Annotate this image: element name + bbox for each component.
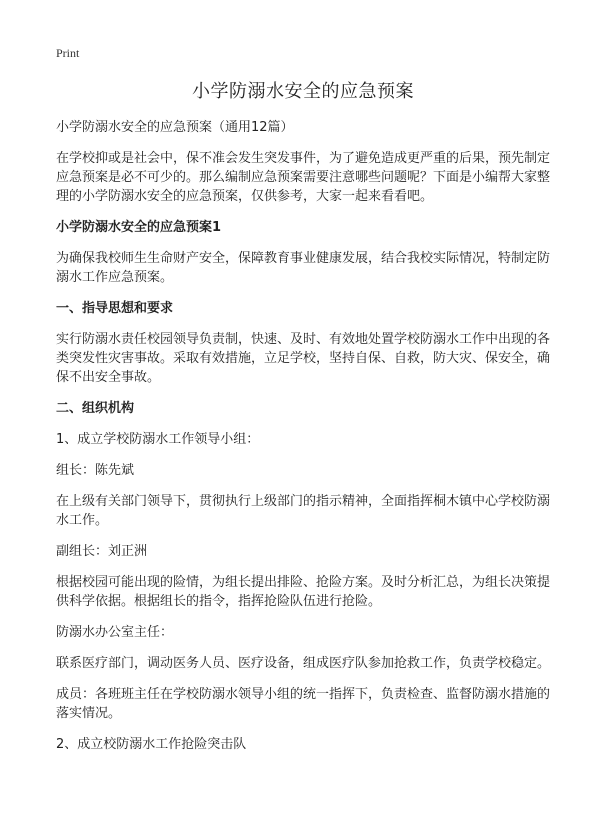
guidance-paragraph: 实行防溺水责任校园领导负责制，快速、及时、有效地处置学校防溺水工作中出现的各类突发性灾害事故。采取有效措施，立足学校，坚持自保、自救，防大灾、保安全，确保不出安全事故。: [56, 332, 551, 385]
vice-leader-line: 副组长：刘正洲: [56, 544, 148, 559]
document-body: [56, 80, 550, 766]
document-subtitle: 小学防溺水安全的应急预案（通用12篇）: [56, 120, 294, 135]
office-director-line: 防溺水办公室主任：: [56, 625, 174, 640]
purpose-paragraph: 为确保我校师生生命财产安全，保障教育事业健康发展，结合我校实际情况，特制定防溺水工作应急预案。: [56, 251, 551, 285]
members-paragraph: 成员：各班班主任在学校防溺水领导小组的统一指挥下，负责检查、监督防溺水措施的落实情况。: [56, 687, 551, 721]
leader-line: 组长：陈先斌: [56, 463, 135, 478]
list-item-leadership-group: 1、成立学校防溺水工作领导小组：: [56, 432, 260, 447]
page-title: 小学防溺水安全的应急预案: [192, 81, 414, 102]
leader-duty-paragraph: 在上级有关部门领导下，贯彻执行上级部门的指示精神，全面指挥桐木镇中心学校防溺水工作。: [56, 494, 551, 528]
print-link[interactable]: Print: [56, 46, 80, 60]
intro-paragraph: 在学校抑或是社会中，保不准会发生突发事件，为了避免造成更严重的后果，预先制定应急预案是必不可少的。那么编制应急预案需要注意哪些问题呢？下面是小编帮大家整理的小学防溺水安全的应急预案，仅供参考，大家一起来看看吧。: [56, 151, 551, 204]
heading-guidance: 一、指导思想和要求: [56, 301, 174, 316]
section-title: 小学防溺水安全的应急预案1: [56, 220, 222, 235]
list-item-rescue-team: 2、成立校防溺水工作抢险突击队: [56, 737, 247, 752]
heading-organization: 二、组织机构: [56, 401, 135, 416]
office-duty-paragraph: 联系医疗部门，调动医务人员、医疗设备，组成医疗队参加抢救工作，负责学校稳定。: [56, 656, 551, 671]
vice-leader-duty-paragraph: 根据校园可能出现的险情，为组长提出排险、抢险方案。及时分析汇总，为组长决策提供科学依据。根据组长的指令，指挥抢险队伍进行抢险。: [56, 575, 551, 609]
